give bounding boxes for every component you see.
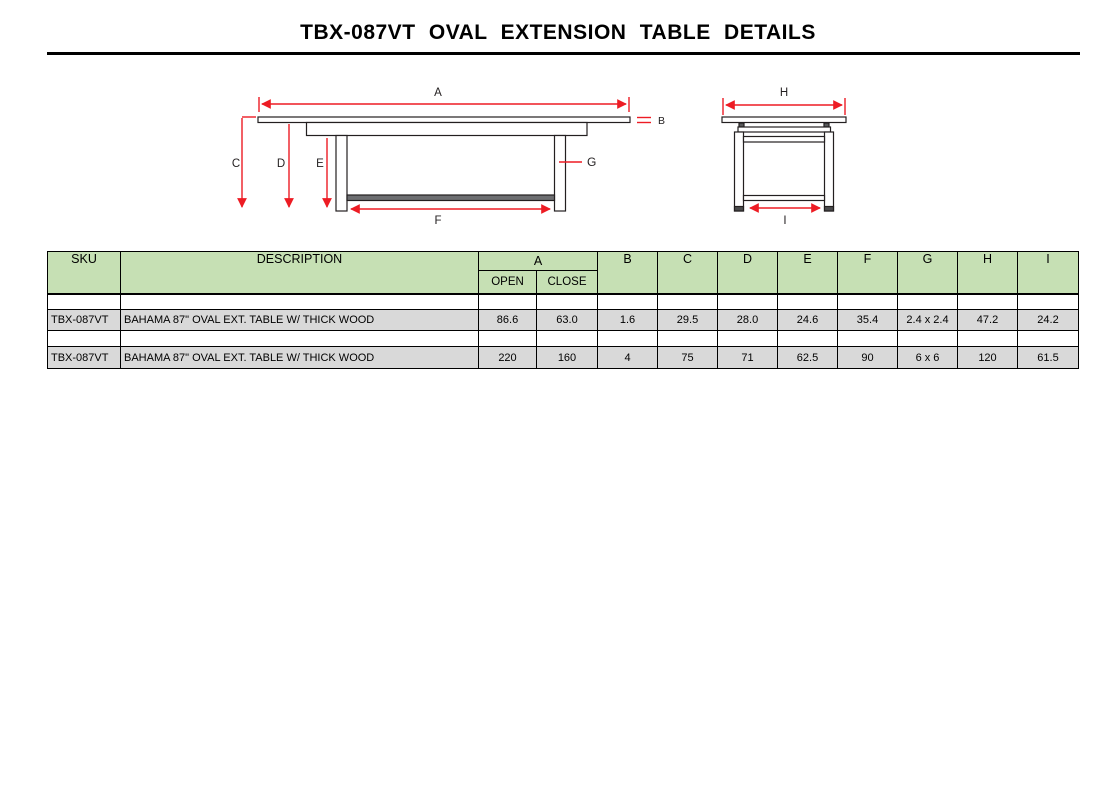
cell-open: 86.6 [479,310,537,331]
cell-i: 24.2 [1018,310,1079,331]
col-header-f: F [838,252,898,294]
cell-g: 2.4 x 2.4 [898,310,958,331]
col-header-e: E [778,252,838,294]
cell-close: 63.0 [537,310,598,331]
side-view-labels [232,87,665,227]
dim-label-i: I [783,215,787,227]
end-slide-rail [738,127,831,132]
dim-label-h: H [779,87,789,99]
end-left-leg [735,132,744,211]
cell-sku: TBX-087VT [48,310,121,331]
dim-label-f: F [434,215,442,227]
side-stretcher [347,195,555,201]
end-view-labels [780,87,788,227]
cell-c: 29.5 [658,310,718,331]
end-right-foot [825,207,834,212]
side-view-drawing [258,117,630,211]
dim-label-d: D [276,158,286,170]
cell-g: 6 x 6 [898,347,958,369]
cell-e: 62.5 [778,347,838,369]
spec-table [47,251,1079,369]
spec-row-inches [48,310,1079,331]
side-right-leg [555,136,566,212]
page-title: TBX-087VT OVAL EXTENSION TABLE DETAILS [300,21,816,44]
col-header-g: G [898,252,958,294]
dim-label-b: B [658,115,666,127]
col-header-open: OPEN [479,271,537,294]
cell-open: 220 [479,347,537,369]
col-header-d: D [718,252,778,294]
end-right-leg [825,132,834,211]
cell-h: 120 [958,347,1018,369]
cell-i: 61.5 [1018,347,1079,369]
col-header-c: C [658,252,718,294]
col-header-b: B [598,252,658,294]
cell-sku: TBX-087VT [48,347,121,369]
end-stretcher [744,196,825,201]
cell-close: 160 [537,347,598,369]
cell-b: 4 [598,347,658,369]
dim-label-c: C [231,158,241,170]
spec-row-cm [48,347,1079,369]
col-header-close: CLOSE [537,271,598,294]
end-apron-rail [744,137,825,143]
cell-b: 1.6 [598,310,658,331]
cell-f: 90 [838,347,898,369]
col-header-a: A [479,252,598,271]
header-row-1 [48,252,1079,271]
col-header-sku: SKU [48,252,121,294]
dim-label-e: E [316,158,324,170]
cell-description: BAHAMA 87" OVAL EXT. TABLE W/ THICK WOOD [121,347,479,369]
col-header-h: H [958,252,1018,294]
end-left-foot [735,207,744,212]
col-header-description: DESCRIPTION [121,252,479,294]
technical-drawings [0,0,1116,245]
side-view-dimensions [242,97,651,209]
side-tabletop [258,117,630,123]
cell-d: 71 [718,347,778,369]
cell-c: 75 [658,347,718,369]
dim-label-a: A [434,87,442,99]
spacer-row [48,294,1079,310]
cell-d: 28.0 [718,310,778,331]
cell-e: 24.6 [778,310,838,331]
end-tabletop [722,117,846,123]
dim-label-g: G [587,155,597,169]
cell-f: 35.4 [838,310,898,331]
cell-h: 47.2 [958,310,1018,331]
side-left-leg [336,136,347,212]
cell-description: BAHAMA 87" OVAL EXT. TABLE W/ THICK WOOD [121,310,479,331]
end-view-drawing [722,117,846,211]
side-apron [307,123,588,136]
col-header-i: I [1018,252,1079,294]
spacer-row [48,331,1079,347]
